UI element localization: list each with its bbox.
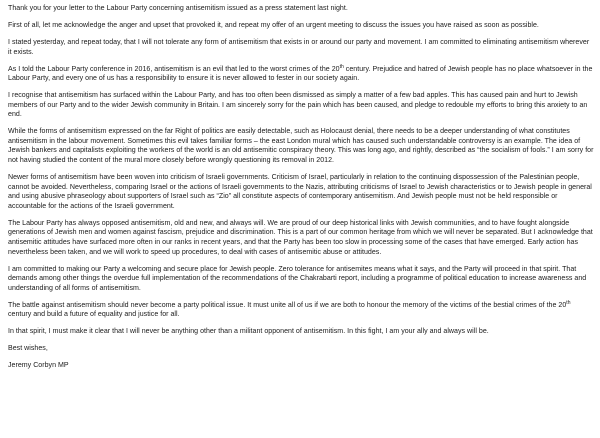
paragraph-recognise: I recognise that antisemitism has surfaced within the Labour Party, and has too often been dismissed as simply a matter of a few bad apples. This has caused pain and hurt to Jewish members of our Party and to the wider Jewish community in Britain. I am sincerely sorry for the pain which has been caused, and pledge to redouble my efforts to bring this anxiety to an end. [8, 92, 588, 119]
text-segment: century and build a future of equality and justice for all. [8, 311, 180, 319]
paragraph-not-tolerate: I stated yesterday, and repeat today, that I will not tolerate any form of antisemitism that exists in or around our party and movement. I am committed to eliminating antisemitism wherever it exists. [8, 38, 590, 56]
superscript: th [339, 63, 344, 70]
closing-line: Best wishes, [8, 345, 48, 353]
text-segment: The battle against antisemitism should never become a party political issue. It must unite all of us if we are both to honour the memory of the victims of the bestial crimes of the 20 [8, 301, 567, 309]
paragraph-newer-forms: Newer forms of antisemitism have been woven into criticism of Israeli governments. Criticism of Israel, particularly in relation to the continuing dispossession of the Palestinian people, cannot be avoided. Nevertheless, comparing Israel or the actions of Israeli governments to the Nazis, attributing criticisms of Israel to Jewish characteristics or to Jewish people in general and using abusive phraseology about supporters of Israel such as “Zio” all constitute aspects of contemporary antisemitism. And Jewish people must not be held responsible or accountable for the actions of the Israeli government. [8, 174, 592, 210]
paragraph-battle [8, 301, 594, 320]
paragraph-spirit: In that spirit, I must make it clear that I will never be anything other than a militant opponent of antisemitism. In this fight, I am your ally and always will be. [8, 328, 489, 336]
paragraph-committed: I am committed to making our Party a welcoming and secure place for Jewish people. Zero tolerance for antisemites means what it says, and the Party will proceed in that spirit. That demands among other things the overdue full implementation of the recommendations of the Chakrabarti report, including a programme of political education to increase awareness and understanding of all forms of antisemitism. [8, 265, 587, 292]
text-segment: As I told the Labour Party conference in 2016, antisemitism is an evil that led to the worst crimes of the 20 [8, 65, 340, 73]
letter-body [8, 4, 594, 371]
paragraph-thanks: Thank you for your letter to the Labour Party concerning antisemitism issued as a press statement last night. [8, 5, 348, 12]
paragraph-opposed: The Labour Party has always opposed antisemitism, old and new, and always will. We are proud of our deep historical links with Jewish communities, and to have fought alongside generations of Jewish men and women against fascism, prejudice and discrimination. This is a part of our common heritage from which we will never be separated. But I acknowledge that antisemitic attitudes have surfaced more often in our ranks in recent years, and that the Party has been too slow in processing some of the cases that have emerged. Early action has nevertheless been taken, and we will work to speed up procedures, to deal with cases of antisemitic abuse or attitudes. [8, 219, 593, 256]
paragraph-far-right: While the forms of antisemitism expressed on the far Right of politics are easily detectable, such as Holocaust denial, there needs to be a deeper understanding of what constitutes antisemitism in the labour movement. Sometimes this evil takes familiar forms – the east London mural which has caused such understandable controversy is an example. The idea of Jewish bankers and capitalists exploiting the workers of the world is an old antisemitic conspiracy theory. This was long ago, and rightly, described as “the socialism of fools.” I am sorry for not having studied the content of the mural more closely before wrongly questioning its removal in 2012. [8, 128, 594, 165]
paragraph-conference [8, 65, 594, 84]
superscript: th [566, 299, 571, 306]
text-segment: century. Prejudice and hatred of Jewish people has no place whatsoever in the Labour Party, and every one of us has a responsibility to ensure it is never allowed to fester in our society again. [8, 65, 593, 83]
signature-line: Jeremy Corbyn MP [8, 362, 69, 370]
paragraph-acknowledge: First of all, let me acknowledge the anger and upset that provoked it, and repeat my offer of an urgent meeting to discuss the issues you have raised as soon as possible. [8, 21, 539, 29]
